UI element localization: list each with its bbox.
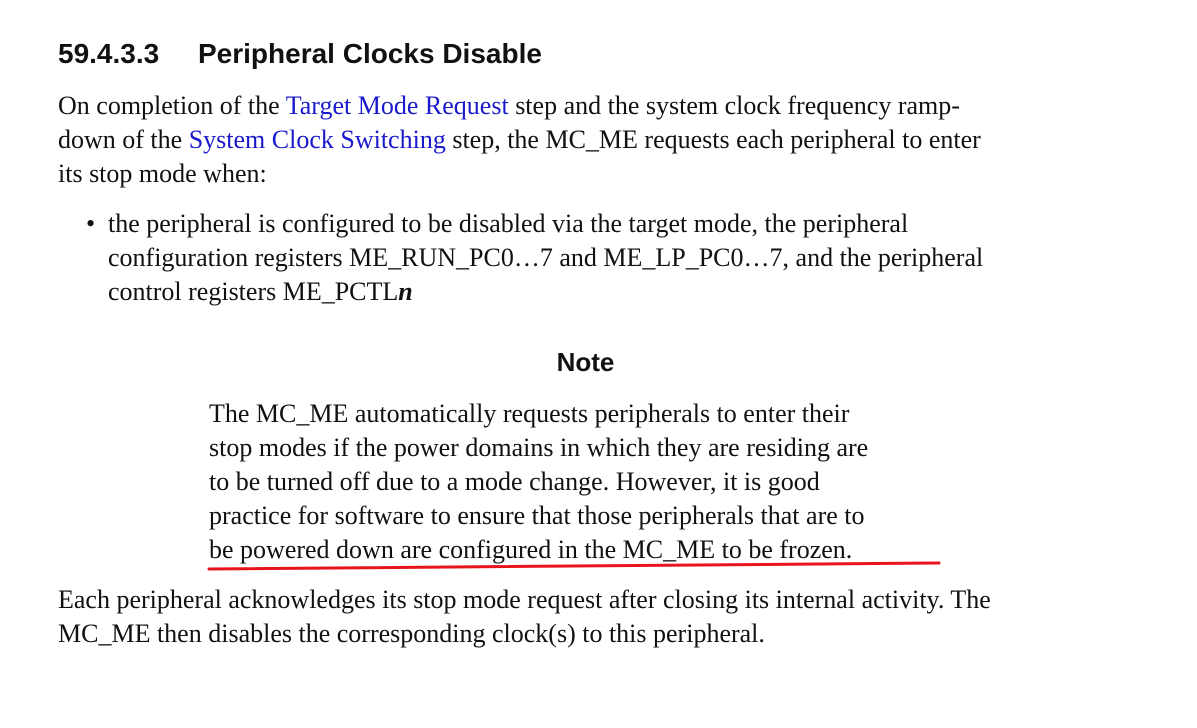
section-title: Peripheral Clocks Disable bbox=[198, 38, 542, 69]
intro-paragraph bbox=[58, 89, 1158, 191]
note-line: to be turned off due to a mode change. However, it is good bbox=[209, 467, 820, 496]
closing-line-2: MC_ME then disables the corresponding clock(s) to this peripheral. bbox=[58, 619, 765, 648]
intro-text: On completion of the bbox=[58, 91, 286, 120]
list-item bbox=[58, 207, 983, 309]
target-mode-request-link[interactable]: Target Mode Request bbox=[285, 91, 509, 120]
note-line: stop modes if the power domains in which they are residing are bbox=[209, 433, 869, 462]
intro-line-2 bbox=[58, 123, 1158, 157]
intro-text: down of the bbox=[58, 125, 189, 154]
intro-line-3: its stop mode when: bbox=[58, 159, 267, 188]
intro-text: step, the MC_ME requests each peripheral to enter bbox=[445, 125, 981, 154]
bullet-line-2: configuration registers ME_RUN_PC0…7 and ME_LP_PC0…7, and the peripheral bbox=[108, 243, 984, 272]
condition-list bbox=[58, 207, 983, 309]
note-line: The MC_ME automatically requests peripherals to enter their bbox=[209, 399, 850, 428]
intro-text: step and the system clock frequency ramp- bbox=[508, 91, 960, 120]
intro-line-1 bbox=[58, 89, 1158, 123]
underline-stroke bbox=[209, 563, 939, 569]
note-body bbox=[209, 397, 868, 567]
bullet-line-1: the peripheral is configured to be disabled via the target mode, the peripheral bbox=[108, 209, 909, 238]
bullet-line-3 bbox=[108, 275, 983, 309]
closing-paragraph bbox=[58, 583, 1168, 651]
red-underline-annotation bbox=[206, 560, 942, 574]
bullet-icon: • bbox=[86, 209, 96, 238]
note-title: Note bbox=[556, 347, 615, 377]
register-index-variable: n bbox=[398, 277, 413, 306]
note-line: practice for software to ensure that those peripherals that are to bbox=[209, 501, 865, 530]
closing-line-1: Each peripheral acknowledges its stop mode request after closing its internal activity. The bbox=[58, 585, 991, 614]
bullet-text: control registers ME_PCTL bbox=[108, 277, 399, 306]
system-clock-switching-link[interactable]: System Clock Switching bbox=[188, 125, 446, 154]
note-line-highlighted: be powered down are configured in the MC_ME to be frozen. bbox=[209, 535, 853, 564]
section-number: 59.4.3.3 bbox=[58, 38, 160, 69]
section-heading bbox=[58, 34, 542, 74]
